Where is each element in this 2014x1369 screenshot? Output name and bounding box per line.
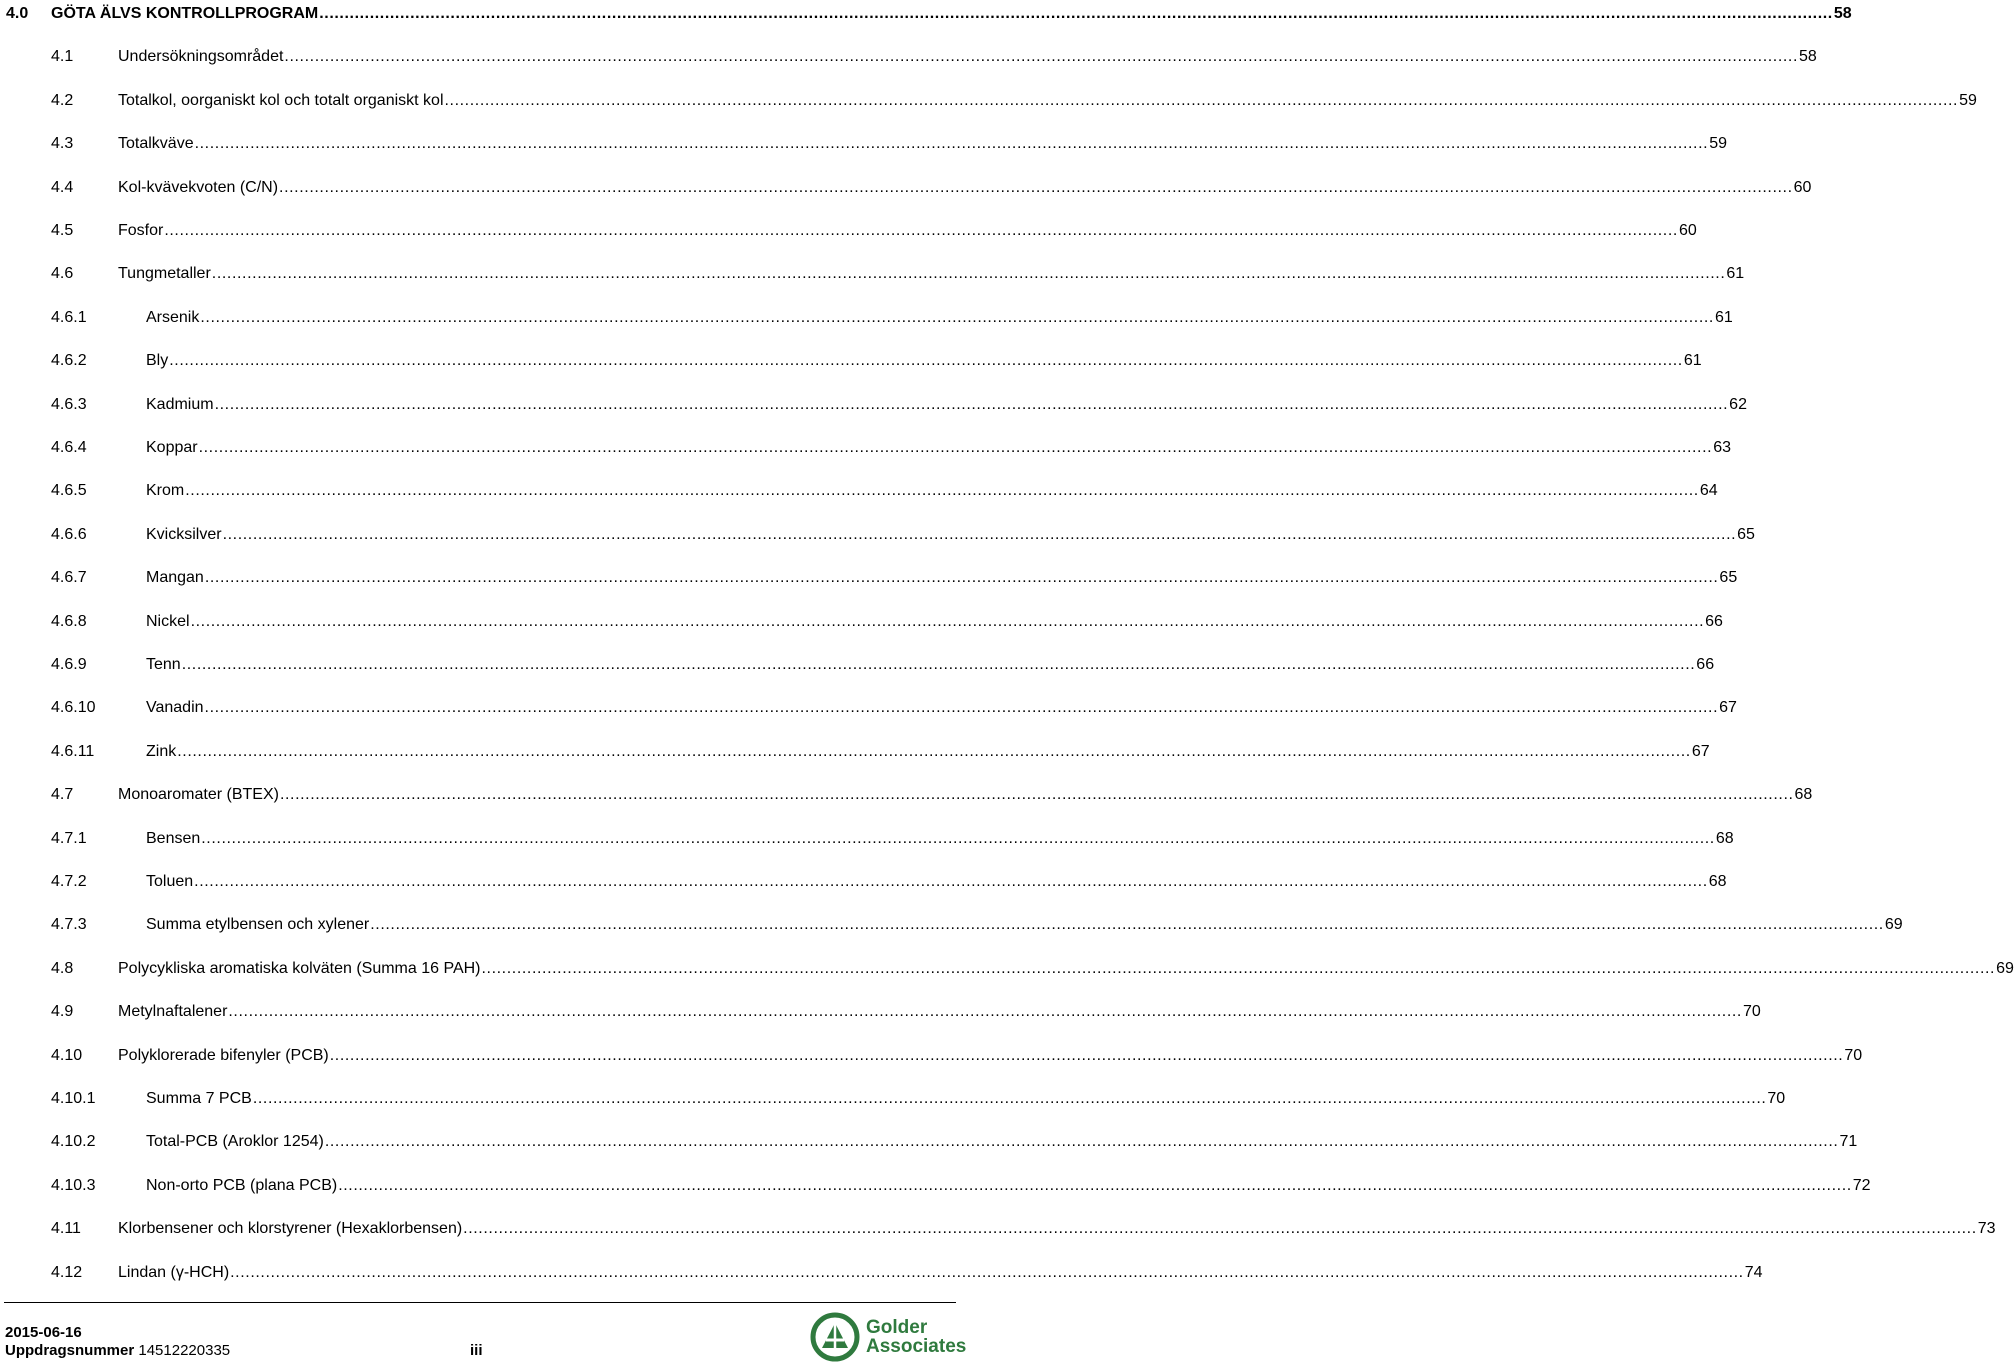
toc-entry-page: 68: [1708, 873, 1727, 890]
toc-entry-number: 4.6.10: [51, 699, 96, 717]
toc-entry-number: 4.7: [51, 786, 74, 804]
toc-entry-page: 68: [1794, 786, 1813, 804]
toc-entry[interactable]: [0, 957, 2014, 981]
toc-entry-line: [118, 89, 1977, 113]
toc-entry-line: [118, 783, 1813, 807]
reference-label: Uppdragsnummer: [5, 1342, 135, 1359]
toc-entry-line: [118, 1261, 1763, 1285]
toc-dot-leader: ............................................................................................................................................................................................................................................................................................................: [211, 265, 1726, 283]
toc-entry[interactable]: [0, 1261, 1763, 1285]
toc-entry-title: Total-PCB (Aroklor 1254): [146, 1133, 324, 1151]
toc-dot-leader: ............................................................................................................................................................................................................................................................................................................: [204, 699, 1719, 717]
toc-entry-line: [146, 566, 1738, 590]
toc-entry[interactable]: [0, 89, 1977, 113]
toc-dot-leader: ............................................................................................................................................................................................................................................................................................................: [164, 222, 1678, 239]
toc-entry-line: [146, 653, 1715, 677]
toc-entry-number: 4.9: [51, 1003, 74, 1021]
toc-dot-leader: ............................................................................................................................................................................................................................................................................................................: [370, 916, 1884, 934]
toc-entry-number: 4.1: [51, 48, 74, 66]
toc-entry-line: [146, 436, 1731, 460]
toc-entry-number: 4.6.3: [51, 395, 87, 413]
toc-entry-line: [118, 957, 2014, 981]
toc-entry-number: 4.0: [6, 5, 29, 22]
toc-entry-page: 73: [1977, 1220, 1996, 1238]
toc-entry-number: 4.6.6: [51, 525, 87, 543]
toc-entry-page: 62: [1729, 395, 1747, 413]
toc-entry[interactable]: [0, 610, 1723, 634]
toc-entry-title: Polycykliska aromatiska kolväten (Summa 16 PAH): [118, 959, 481, 977]
toc-entry-title: Vanadin: [146, 699, 204, 717]
toc-entry-page: 71: [1839, 1133, 1858, 1151]
toc-entry-title: Kol-kvävekvoten (C/N): [118, 178, 279, 196]
toc-entry-line: [146, 870, 1727, 894]
toc-dot-leader: ............................................................................................................................................................................................................................................................................................................: [230, 1263, 1744, 1281]
toc-entry-title: Totalkol, oorganiskt kol och totalt organiskt kol: [118, 91, 444, 109]
toc-entry-number: 4.3: [51, 135, 74, 153]
toc-entry-number: 4.7.3: [51, 916, 87, 934]
toc-dot-leader: ............................................................................................................................................................................................................................................................................................................: [481, 959, 1996, 977]
toc-entry-title: Tenn: [146, 656, 181, 673]
toc-entry-page: 68: [1715, 829, 1734, 847]
toc-entry-line: [146, 610, 1723, 634]
toc-dot-leader: ............................................................................................................................................................................................................................................................................................................: [190, 612, 1705, 630]
toc-entry-page: 69: [1884, 916, 1903, 934]
toc-entry-page: 69: [1996, 959, 2014, 977]
toc-entry-page: 70: [1767, 1090, 1786, 1107]
toc-entry-number: 4.6.1: [51, 308, 87, 326]
toc-entry-page: 63: [1713, 439, 1731, 456]
toc-entry-title: Summa etylbensen och xylener: [146, 916, 370, 934]
toc-entry-number: 4.6.8: [51, 612, 87, 630]
toc-entry-title: Totalkväve: [118, 135, 194, 153]
toc-entry-title: Monoaromater (BTEX): [118, 786, 279, 804]
toc-entry[interactable]: [0, 349, 1702, 373]
toc-entry-title: Lindan (γ-HCH): [118, 1263, 230, 1281]
footer-divider: [4, 1302, 956, 1303]
toc-entry-line: [118, 1044, 1863, 1068]
toc-entry-title: Arsenik: [146, 308, 200, 326]
toc-entry-page: 61: [1683, 352, 1702, 370]
toc-entry-line: [118, 132, 1727, 156]
toc-entry-line: [118, 176, 1812, 200]
toc-entry-number: 4.10.1: [51, 1090, 96, 1107]
toc-entry[interactable]: [0, 827, 1734, 851]
toc-entry[interactable]: [0, 523, 1755, 547]
toc-entry-line: [146, 827, 1734, 851]
toc-entry-title: Undersökningsområdet: [118, 48, 284, 66]
toc-entry-title: Nickel: [146, 612, 190, 630]
toc-entry-title: Zink: [146, 742, 177, 760]
toc-dot-leader: ............................................................................................................................................................................................................................................................................................................: [228, 1003, 1742, 1021]
toc-entry-number: 4.6.9: [51, 656, 87, 673]
toc-entry[interactable]: [0, 1217, 1996, 1241]
toc-entry-line: [146, 696, 1737, 720]
toc-entry-number: 4.7.2: [51, 873, 87, 890]
toc-entry-line: [146, 306, 1733, 330]
toc-dot-leader: ............................................................................................................................................................................................................................................................................................................: [214, 395, 1729, 413]
toc-entry-page: 58: [1833, 5, 1852, 22]
toc-entry-number: 4.6.11: [51, 742, 95, 760]
toc-entry[interactable]: [0, 783, 1813, 807]
toc-entry-title: Summa 7 PCB: [146, 1090, 252, 1107]
toc-entry[interactable]: [0, 132, 1727, 156]
toc-entry-number: 4.6: [51, 265, 74, 283]
toc-entry-page: 70: [1844, 1046, 1863, 1064]
toc-entry-line: [118, 45, 1817, 69]
toc-entry-title: GÖTA ÄLVS KONTROLLPROGRAM: [51, 5, 319, 22]
toc-entry-line: [118, 1217, 1996, 1241]
toc-entry-title: Toluen: [146, 873, 194, 890]
toc-entry-page: 60: [1678, 222, 1697, 239]
toc-entry-number: 4.10: [51, 1046, 83, 1064]
toc-entry-number: 4.10.3: [51, 1176, 96, 1194]
toc-dot-leader: ............................................................................................................................................................................................................................................................................................................: [444, 91, 1959, 109]
toc-dot-leader: ............................................................................................................................................................................................................................................................................................................: [329, 1046, 1844, 1064]
toc-entry-title: Bly: [146, 352, 169, 370]
toc-dot-leader: ............................................................................................................................................................................................................................................................................................................: [279, 178, 1793, 196]
toc-entry-line: [51, 2, 1852, 26]
toc-entry[interactable]: [0, 696, 1737, 720]
toc-entry[interactable]: [0, 653, 1715, 677]
toc-entry-line: [146, 1130, 1858, 1154]
toc-dot-leader: ............................................................................................................................................................................................................................................................................................................: [338, 1176, 1852, 1194]
logo-line-1: Golder: [866, 1317, 928, 1338]
toc-entry-title: Tungmetaller: [118, 265, 211, 283]
toc-dot-leader: ............................................................................................................................................................................................................................................................................................................: [198, 439, 1713, 456]
toc-dot-leader: ............................................................................................................................................................................................................................................................................................................: [252, 1090, 1767, 1107]
toc-entry[interactable]: [0, 1174, 1871, 1198]
toc-entry-number: 4.2: [51, 91, 74, 109]
toc-entry-title: Kadmium: [146, 395, 214, 413]
toc-entry-line: [146, 1174, 1871, 1198]
toc-entry[interactable]: [0, 740, 1710, 764]
toc-entry-number: 4.5: [51, 222, 74, 239]
toc-entry-line: [146, 913, 1903, 937]
toc-entry[interactable]: [0, 45, 1817, 69]
toc-entry-page: 70: [1742, 1003, 1761, 1021]
toc-entry-page: 60: [1793, 178, 1812, 196]
toc-dot-leader: ............................................................................................................................................................................................................................................................................................................: [279, 786, 1794, 804]
toc-entry-number: 4.6.2: [51, 352, 87, 370]
toc-entry-line: [146, 349, 1702, 373]
toc-entry[interactable]: [0, 1130, 1858, 1154]
toc-entry[interactable]: [0, 479, 1718, 503]
toc-entry[interactable]: [0, 913, 1903, 937]
toc-dot-leader: ............................................................................................................................................................................................................................................................................................................: [201, 829, 1715, 847]
toc-entry-number: 4.11: [51, 1220, 81, 1238]
toc-dot-leader: ............................................................................................................................................................................................................................................................................................................: [200, 308, 1714, 326]
toc-entry-number: 4.7.1: [51, 829, 87, 847]
toc-entry[interactable]: [0, 393, 1747, 417]
toc-entry-page: 65: [1719, 569, 1738, 587]
logo-wordmark: [866, 1318, 966, 1356]
toc-entry-number: 4.6.7: [51, 569, 87, 587]
toc-entry-page: 72: [1852, 1176, 1871, 1194]
toc-entry[interactable]: [0, 1044, 1863, 1068]
toc-entry-page: 67: [1719, 699, 1737, 717]
toc-entry[interactable]: [0, 566, 1738, 590]
toc-entry-title: Krom: [146, 482, 185, 500]
toc-dot-leader: ............................................................................................................................................................................................................................................................................................................: [181, 656, 1696, 673]
toc-entry-title: Klorbensener och klorstyrener (Hexaklorbensen): [118, 1220, 463, 1238]
footer-reference: [5, 1342, 230, 1360]
toc-entry-page: 67: [1691, 742, 1710, 760]
toc-entry-line: [146, 740, 1710, 764]
toc-entry-number: 4.6.4: [51, 439, 87, 456]
toc-entry-title: Fosfor: [118, 222, 164, 239]
toc-entry-page: 66: [1705, 612, 1723, 630]
toc-entry-title: Koppar: [146, 439, 198, 456]
footer-page-number: iii: [470, 1342, 483, 1359]
toc-dot-leader: ............................................................................................................................................................................................................................................................................................................: [194, 873, 1708, 890]
toc-dot-leader: ............................................................................................................................................................................................................................................................................................................: [185, 482, 1699, 500]
logo-emblem-icon: [808, 1310, 862, 1364]
toc-entry[interactable]: [0, 870, 1727, 894]
toc-entry-page: 61: [1714, 308, 1733, 326]
toc-dot-leader: ............................................................................................................................................................................................................................................................................................................: [284, 48, 1799, 66]
toc-entry-page: 65: [1737, 525, 1755, 543]
toc-entry-line: [118, 219, 1697, 243]
toc-dot-leader: ............................................................................................................................................................................................................................................................................................................: [169, 352, 1683, 370]
toc-entry[interactable]: [0, 306, 1733, 330]
logo-line-2: Associates: [866, 1336, 967, 1357]
toc-dot-leader: ............................................................................................................................................................................................................................................................................................................: [319, 5, 1833, 22]
toc-entry-line: [146, 1087, 1786, 1111]
toc-entry-title: Metylnaftalener: [118, 1003, 228, 1021]
toc-entry-number: 4.6.5: [51, 482, 87, 500]
toc-entry-line: [118, 1000, 1761, 1024]
toc-dot-leader: ............................................................................................................................................................................................................................................................................................................: [177, 742, 1691, 760]
toc-entry-line: [118, 262, 1745, 286]
toc-entry[interactable]: [0, 1000, 1761, 1024]
toc-entry-title: Kvicksilver: [146, 525, 222, 543]
toc-dot-leader: ............................................................................................................................................................................................................................................................................................................: [204, 569, 1719, 587]
toc-entry-number: 4.8: [51, 959, 74, 977]
toc-entry-page: 74: [1744, 1263, 1763, 1281]
reference-number: 14512220335: [138, 1342, 231, 1359]
toc-entry-page: 58: [1799, 48, 1817, 66]
toc-entry-number: 4.12: [51, 1263, 83, 1281]
company-logo: [808, 1310, 967, 1364]
toc-dot-leader: ............................................................................................................................................................................................................................................................................................................: [194, 135, 1709, 153]
toc-entry-page: 59: [1709, 135, 1727, 153]
toc-dot-leader: ............................................................................................................................................................................................................................................................................................................: [324, 1133, 1839, 1151]
toc-entry-page: 59: [1959, 91, 1977, 109]
toc-entry-line: [146, 393, 1747, 417]
toc-dot-leader: ............................................................................................................................................................................................................................................................................................................: [463, 1220, 1977, 1238]
toc-entry-title: Mangan: [146, 569, 204, 587]
toc-entry-title: Polyklorerade bifenyler (PCB): [118, 1046, 329, 1064]
toc-entry-page: 64: [1699, 482, 1718, 500]
toc-entry-page: 61: [1726, 265, 1745, 283]
toc-entry-page: 66: [1696, 656, 1715, 673]
toc-entry[interactable]: [0, 436, 1731, 460]
toc-entry[interactable]: [0, 2, 1852, 26]
toc-entry[interactable]: [0, 176, 1812, 200]
toc-entry[interactable]: [0, 219, 1697, 243]
toc-entry-title: Bensen: [146, 829, 201, 847]
toc-entry-number: 4.10.2: [51, 1133, 96, 1151]
toc-entry-line: [146, 523, 1755, 547]
toc-entry-number: 4.4: [51, 178, 74, 196]
toc-entry[interactable]: [0, 1087, 1786, 1111]
footer-date: 2015-06-16: [5, 1324, 82, 1341]
toc-entry-title: Non-orto PCB (plana PCB): [146, 1176, 338, 1194]
toc-dot-leader: ............................................................................................................................................................................................................................................................................................................: [222, 525, 1737, 543]
toc-entry-line: [146, 479, 1718, 503]
toc-entry[interactable]: [0, 262, 1745, 286]
